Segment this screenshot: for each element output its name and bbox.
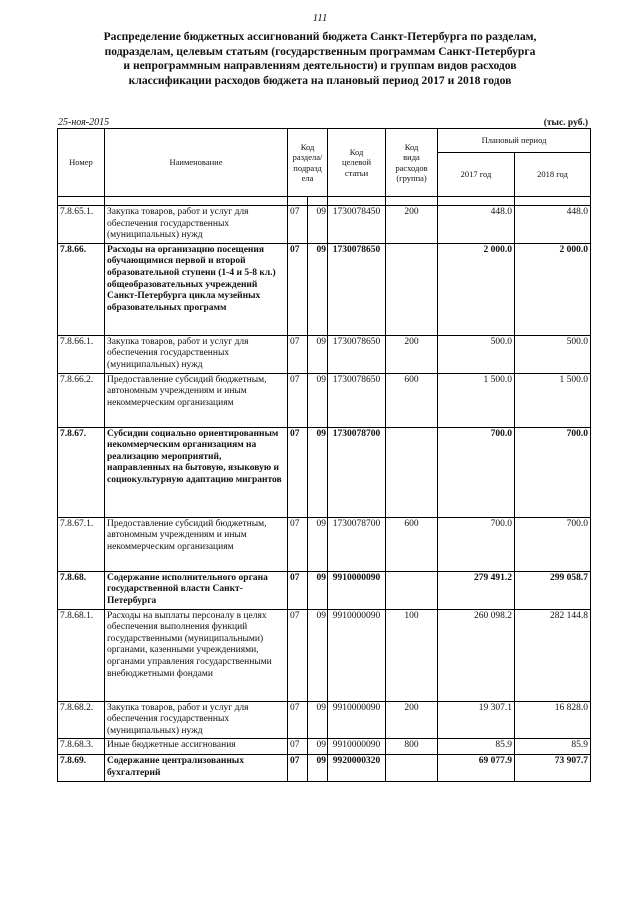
row-number: 7.8.68. bbox=[58, 571, 105, 609]
row-value-2018: 2 000.0 bbox=[515, 243, 591, 335]
table-row bbox=[58, 701, 591, 739]
row-value-2017: 700.0 bbox=[438, 517, 515, 571]
spacer-cell bbox=[105, 197, 288, 206]
header-section-code: Код раздела/ подразд ела bbox=[288, 129, 328, 197]
row-target-code: 1730078700 bbox=[328, 427, 386, 517]
row-value-2017: 260 098.2 bbox=[438, 609, 515, 701]
row-subsection-code: 09 bbox=[308, 571, 328, 609]
row-value-2017: 19 307.1 bbox=[438, 701, 515, 739]
row-name: Предоставление субсидий бюджетным, автономным учреждениям и иным некоммерческим организациям bbox=[105, 517, 288, 571]
row-target-code: 1730078650 bbox=[328, 243, 386, 335]
row-number: 7.8.65.1. bbox=[58, 206, 105, 244]
row-value-2017: 69 077.9 bbox=[438, 755, 515, 781]
row-subsection-code: 09 bbox=[308, 755, 328, 781]
row-value-2018: 85.9 bbox=[515, 739, 591, 755]
row-section-code: 07 bbox=[288, 206, 308, 244]
table-row bbox=[58, 739, 591, 755]
row-value-2018: 700.0 bbox=[515, 517, 591, 571]
spacer-cell bbox=[288, 197, 308, 206]
row-value-2017: 500.0 bbox=[438, 335, 515, 373]
row-name: Содержание централизованных бухгалтерий bbox=[105, 755, 288, 781]
row-subsection-code: 09 bbox=[308, 206, 328, 244]
row-section-code: 07 bbox=[288, 335, 308, 373]
header-number: Номер bbox=[58, 129, 105, 197]
row-expense-type bbox=[386, 571, 438, 609]
row-expense-type bbox=[386, 427, 438, 517]
row-name: Иные бюджетные ассигнования bbox=[105, 739, 288, 755]
row-value-2018: 500.0 bbox=[515, 335, 591, 373]
row-expense-type bbox=[386, 243, 438, 335]
title-line: Распределение бюджетных ассигнований бюджета Санкт-Петербурга по разделам, bbox=[103, 30, 537, 43]
document-title bbox=[60, 30, 580, 88]
row-target-code: 1730078700 bbox=[328, 517, 386, 571]
row-subsection-code: 09 bbox=[308, 701, 328, 739]
header-target-code: Код целевой статьи bbox=[328, 129, 386, 197]
spacer-cell bbox=[308, 197, 328, 206]
table-row bbox=[58, 755, 591, 781]
table-row bbox=[58, 571, 591, 609]
row-section-code: 07 bbox=[288, 517, 308, 571]
row-number: 7.8.67. bbox=[58, 427, 105, 517]
spacer-cell bbox=[328, 197, 386, 206]
row-target-code: 9910000090 bbox=[328, 609, 386, 701]
budget-table bbox=[57, 128, 591, 782]
title-line: подразделам, целевым статьям (государственным программам Санкт-Петербурга bbox=[104, 44, 536, 58]
row-name: Закупка товаров, работ и услуг для обеспечения государственных (муниципальных) нужд bbox=[105, 206, 288, 244]
row-number: 7.8.66.2. bbox=[58, 373, 105, 427]
row-subsection-code: 09 bbox=[308, 517, 328, 571]
row-section-code: 07 bbox=[288, 373, 308, 427]
row-section-code: 07 bbox=[288, 243, 308, 335]
row-name: Расходы на организацию посещения обучающимися первой и второй образовательной ступени (1-4 и 5-8 кл.) общеобразовательных учреждений Санкт-Петербурга цикла музейных образовательных программ bbox=[105, 243, 288, 335]
row-section-code: 07 bbox=[288, 701, 308, 739]
row-section-code: 07 bbox=[288, 427, 308, 517]
row-number: 7.8.67.1. bbox=[58, 517, 105, 571]
row-expense-type: 800 bbox=[386, 739, 438, 755]
header-2017: 2017 год bbox=[438, 153, 515, 197]
row-value-2018: 299 058.7 bbox=[515, 571, 591, 609]
document-date: 25-ноя-2015 bbox=[58, 117, 110, 128]
row-subsection-code: 09 bbox=[308, 427, 328, 517]
table-row bbox=[58, 335, 591, 373]
header-planned-period: Плановый период bbox=[438, 129, 591, 153]
row-subsection-code: 09 bbox=[308, 739, 328, 755]
page-number: 111 bbox=[312, 12, 328, 24]
spacer-cell bbox=[386, 197, 438, 206]
title-line: классификации расходов бюджета на плановый период 2017 и 2018 годов bbox=[128, 73, 512, 87]
spacer-cell bbox=[515, 197, 591, 206]
row-expense-type: 600 bbox=[386, 517, 438, 571]
row-number: 7.8.69. bbox=[58, 755, 105, 781]
row-target-code: 1730078650 bbox=[328, 335, 386, 373]
table-row bbox=[58, 206, 591, 244]
row-value-2018: 700.0 bbox=[515, 427, 591, 517]
header-name: Наименование bbox=[105, 129, 288, 197]
row-number: 7.8.68.2. bbox=[58, 701, 105, 739]
row-value-2018: 73 907.7 bbox=[515, 755, 591, 781]
row-number: 7.8.66. bbox=[58, 243, 105, 335]
table-row bbox=[58, 427, 591, 517]
table-row bbox=[58, 517, 591, 571]
row-expense-type: 200 bbox=[386, 335, 438, 373]
row-name: Закупка товаров, работ и услуг для обеспечения государственных (муниципальных) нужд bbox=[105, 335, 288, 373]
title-line: и непрограммным направлениям деятельности) и группам видов расходов bbox=[123, 59, 517, 72]
row-value-2017: 448.0 bbox=[438, 206, 515, 244]
row-target-code: 1730078450 bbox=[328, 206, 386, 244]
table-row bbox=[58, 609, 591, 701]
row-value-2017: 85.9 bbox=[438, 739, 515, 755]
row-value-2017: 700.0 bbox=[438, 427, 515, 517]
row-section-code: 07 bbox=[288, 609, 308, 701]
row-name: Содержание исполнительного органа государственной власти Санкт-Петербурга bbox=[105, 571, 288, 609]
row-value-2018: 1 500.0 bbox=[515, 373, 591, 427]
header-2018: 2018 год bbox=[515, 153, 591, 197]
row-subsection-code: 09 bbox=[308, 243, 328, 335]
row-subsection-code: 09 bbox=[308, 609, 328, 701]
row-number: 7.8.68.3. bbox=[58, 739, 105, 755]
table-row bbox=[58, 373, 591, 427]
row-value-2017: 279 491.2 bbox=[438, 571, 515, 609]
row-target-code: 9920000320 bbox=[328, 755, 386, 781]
spacer-cell bbox=[438, 197, 515, 206]
row-value-2018: 448.0 bbox=[515, 206, 591, 244]
row-name: Расходы на выплаты персоналу в целях обеспечения выполнения функций государственными (муниципальными) органами, казенными учреждениями, органами управления государственными внебюджетными фондами bbox=[105, 609, 288, 701]
row-expense-type: 200 bbox=[386, 206, 438, 244]
row-expense-type: 600 bbox=[386, 373, 438, 427]
header-type-code: Код вида расходов (группа) bbox=[386, 129, 438, 197]
row-expense-type: 200 bbox=[386, 701, 438, 739]
row-target-code: 9910000090 bbox=[328, 571, 386, 609]
row-value-2017: 1 500.0 bbox=[438, 373, 515, 427]
row-target-code: 9910000090 bbox=[328, 701, 386, 739]
row-number: 7.8.68.1. bbox=[58, 609, 105, 701]
row-section-code: 07 bbox=[288, 571, 308, 609]
table-row bbox=[58, 243, 591, 335]
spacer-cell bbox=[58, 197, 105, 206]
row-name: Субсидии социально ориентированным некоммерческим организациям на реализацию мероприятий, направленных на бытовую, языковую и социокультурную адаптацию мигрантов bbox=[105, 427, 288, 517]
row-value-2018: 282 144.8 bbox=[515, 609, 591, 701]
row-subsection-code: 09 bbox=[308, 335, 328, 373]
row-value-2018: 16 828.0 bbox=[515, 701, 591, 739]
row-name: Предоставление субсидий бюджетным, автономным учреждениям и иным некоммерческим организациям bbox=[105, 373, 288, 427]
row-value-2017: 2 000.0 bbox=[438, 243, 515, 335]
units-label: (тыс. руб.) bbox=[543, 118, 588, 128]
row-subsection-code: 09 bbox=[308, 373, 328, 427]
row-expense-type bbox=[386, 755, 438, 781]
row-target-code: 1730078650 bbox=[328, 373, 386, 427]
row-number: 7.8.66.1. bbox=[58, 335, 105, 373]
row-section-code: 07 bbox=[288, 755, 308, 781]
row-target-code: 9910000090 bbox=[328, 739, 386, 755]
row-name: Закупка товаров, работ и услуг для обеспечения государственных (муниципальных) нужд bbox=[105, 701, 288, 739]
row-section-code: 07 bbox=[288, 739, 308, 755]
row-expense-type: 100 bbox=[386, 609, 438, 701]
